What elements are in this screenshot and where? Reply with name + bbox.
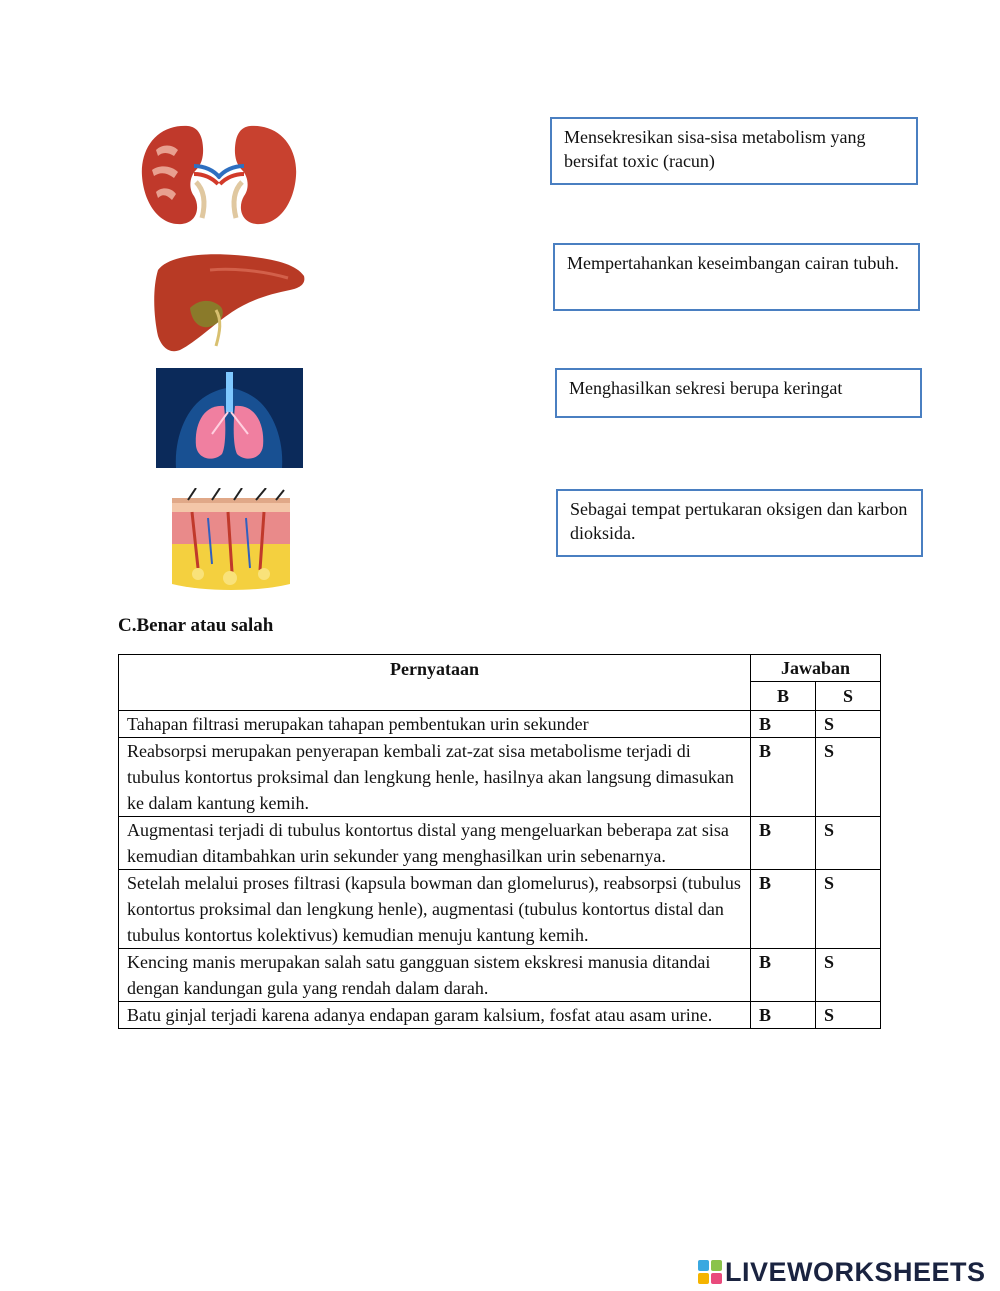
option-s[interactable]: S [816,711,881,738]
option-b[interactable]: B [751,870,816,949]
option-b[interactable]: B [751,1002,816,1029]
skin-image [168,488,294,592]
statement-text: Kencing manis merupakan salah satu gangguan sistem ekskresi manusia ditandai dengan kandungan gula yang rendah dalam darah. [119,949,751,1002]
section-title: C.Benar atau salah [118,615,274,636]
table-row [119,949,881,1002]
option-s[interactable]: S [816,870,881,949]
table-row [119,711,881,738]
option-s[interactable]: S [816,817,881,870]
answer-box-1[interactable]: Mensekresikan sisa-sisa metabolism yang bersifat toxic (racun) [550,117,918,185]
statement-text: Batu ginjal terjadi karena adanya endapan garam kalsium, fosfat atau asam urine. [119,1002,751,1029]
kidney-icon [138,120,300,230]
header-s: S [816,682,881,711]
answer-box-4[interactable]: Sebagai tempat pertukaran oksigen dan karbon dioksida. [556,489,923,557]
option-b[interactable]: B [751,711,816,738]
lungs-image [156,368,303,468]
option-b[interactable]: B [751,817,816,870]
table-row [119,817,881,870]
statement-text: Setelah melalui proses filtrasi (kapsula bowman dan glomelurus), reabsorpsi (tubulus kontortus proksimal dan lengkung henle), augmentasi (tubulus kontortus distal dan tubulus kontortus kolektivus) kemudian menuju kantung kemih. [119,870,751,949]
table-row [119,738,881,817]
option-b[interactable]: B [751,738,816,817]
liver-image [150,250,306,354]
header-answer: Jawaban [751,655,881,682]
option-s[interactable]: S [816,949,881,1002]
liveworksheets-brand [698,1256,986,1288]
liver-icon [150,250,306,354]
answer-box-2[interactable]: Mempertahankan keseimbangan cairan tubuh. [553,243,920,311]
statement-text: Augmentasi terjadi di tubulus kontortus distal yang mengeluarkan beberapa zat sisa kemudian ditambahkan urin sekunder yang menghasilkan urin sebenarnya. [119,817,751,870]
option-s[interactable]: S [816,738,881,817]
header-statement: Pernyataan [119,655,751,711]
option-s[interactable]: S [816,1002,881,1029]
table-row [119,1002,881,1029]
kidney-image [138,120,300,230]
option-b[interactable]: B [751,949,816,1002]
brand-text: LIVEWORKSHEETS [725,1256,986,1287]
true-false-table [118,654,881,1029]
statement-text: Reabsorpsi merupakan penyerapan kembali zat-zat sisa metabolisme terjadi di tubulus kontortus proksimal dan lengkung henle, hasilnya akan langsung dimasukan ke dalam kantung kemih. [119,738,751,817]
skin-icon [168,488,294,592]
statement-text: Tahapan filtrasi merupakan tahapan pembentukan urin sekunder [119,711,751,738]
lungs-icon [156,368,303,468]
table-row [119,870,881,949]
header-b: B [751,682,816,711]
answer-box-3[interactable]: Menghasilkan sekresi berupa keringat [555,368,922,418]
liveworksheets-logo-icon [698,1260,722,1284]
